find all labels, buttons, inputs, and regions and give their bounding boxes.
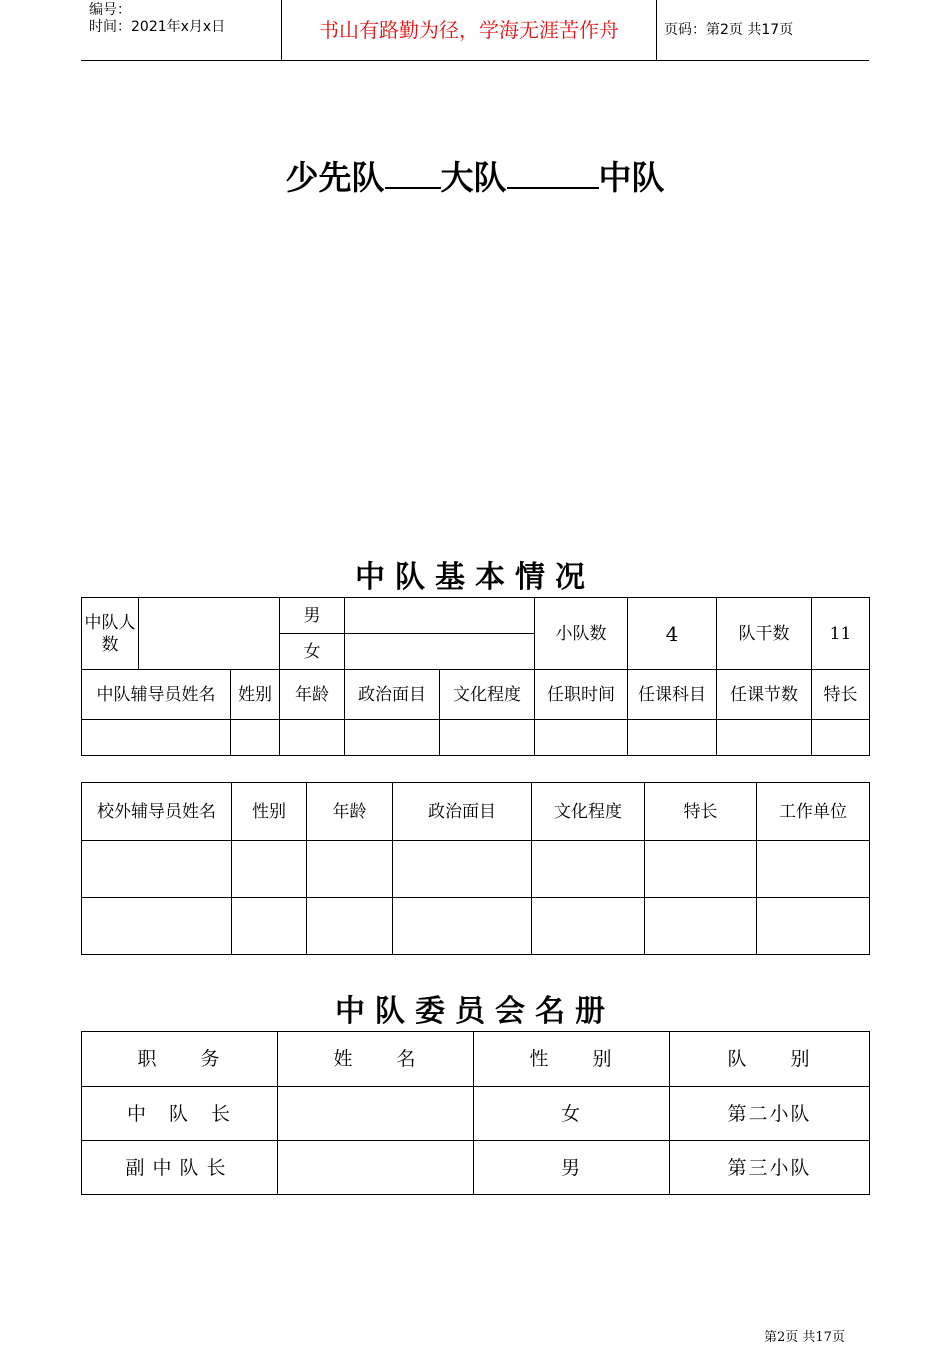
table-cell	[757, 898, 870, 955]
table-cell	[393, 841, 532, 898]
table-cell	[231, 720, 280, 756]
counselor-header: 姓别	[231, 670, 280, 720]
table-cell	[82, 841, 232, 898]
squad-count-label: 小队数	[535, 598, 628, 670]
committee-header: 姓 名	[278, 1032, 474, 1087]
table-row	[82, 1087, 870, 1141]
counselor-header: 年龄	[280, 670, 345, 720]
committee-table	[81, 1031, 870, 1195]
table-cell	[628, 720, 717, 756]
committee-gender: 男	[474, 1141, 670, 1195]
table-cell	[535, 720, 628, 756]
committee-role: 副中队长	[82, 1141, 278, 1195]
document-title	[0, 152, 950, 199]
table-cell	[345, 720, 440, 756]
counselor-header: 文化程度	[440, 670, 535, 720]
external-header: 文化程度	[532, 783, 645, 841]
committee-header: 职 务	[82, 1032, 278, 1087]
counselor-header: 任职时间	[535, 670, 628, 720]
code-label: 编号：	[89, 2, 131, 18]
counselor-header: 任课科目	[628, 670, 717, 720]
external-header: 校外辅导员姓名	[82, 783, 232, 841]
table-cell	[440, 720, 535, 756]
title-blank-1	[385, 163, 441, 189]
table-cell	[645, 841, 757, 898]
table-cell	[812, 720, 870, 756]
title-part-2: 大队	[440, 158, 507, 197]
title-part-1: 少先队	[285, 158, 385, 197]
header-meta	[89, 2, 281, 36]
committee-header: 队 别	[670, 1032, 870, 1087]
table-cell	[307, 898, 393, 955]
cadre-count-label: 队干数	[717, 598, 812, 670]
page-header	[81, 0, 869, 61]
table-cell	[307, 841, 393, 898]
female-count-cell	[345, 634, 535, 670]
header-divider	[656, 0, 657, 60]
counselor-header: 特长	[812, 670, 870, 720]
member-count-label: 中队人数	[82, 598, 139, 670]
table-cell	[280, 720, 345, 756]
table-cell	[532, 898, 645, 955]
committee-role: 中 队 长	[82, 1087, 278, 1141]
external-header: 工作单位	[757, 783, 870, 841]
table-row	[82, 1141, 870, 1195]
table-cell	[82, 898, 232, 955]
committee-header: 性 别	[474, 1032, 670, 1087]
table-cell	[757, 841, 870, 898]
external-header: 年龄	[307, 783, 393, 841]
page-footer: 第2页 共17页	[764, 1330, 845, 1345]
committee-name	[278, 1141, 474, 1195]
title-blank-2	[507, 163, 599, 189]
time-label: 时间：2021年x月x日	[89, 19, 226, 35]
committee-gender: 女	[474, 1087, 670, 1141]
basic-info-table	[81, 597, 870, 756]
table-cell	[232, 841, 307, 898]
table-cell	[393, 898, 532, 955]
table-cell	[82, 720, 231, 756]
table-cell	[532, 841, 645, 898]
table-row	[82, 720, 870, 756]
member-count-cell	[139, 598, 280, 670]
external-header: 政治面目	[393, 783, 532, 841]
committee-heading: 中队委员会名册	[335, 994, 615, 1029]
squad-count-value: 4	[628, 598, 717, 670]
header-page-info: 页码：第2页 共17页	[664, 22, 794, 38]
male-count-cell	[345, 598, 535, 634]
table-cell	[645, 898, 757, 955]
external-header: 性别	[232, 783, 307, 841]
header-motto: 书山有路勤为径，学海无涯苦作舟	[319, 18, 619, 42]
title-part-3: 中队	[598, 158, 665, 197]
table-cell	[232, 898, 307, 955]
external-header: 特长	[645, 783, 757, 841]
female-label: 女	[280, 634, 345, 670]
committee-squad: 第二小队	[670, 1087, 870, 1141]
table-cell	[717, 720, 812, 756]
committee-squad: 第三小队	[670, 1141, 870, 1195]
counselor-header: 任课节数	[717, 670, 812, 720]
counselor-header: 政治面目	[345, 670, 440, 720]
male-label: 男	[280, 598, 345, 634]
external-counselor-table	[81, 782, 870, 955]
counselor-header: 中队辅导员姓名	[82, 670, 231, 720]
table-row	[82, 841, 870, 898]
cadre-count-value: 11	[812, 598, 870, 670]
committee-name	[278, 1087, 474, 1141]
table-row	[82, 898, 870, 955]
basic-info-heading: 中队基本情况	[355, 560, 595, 595]
